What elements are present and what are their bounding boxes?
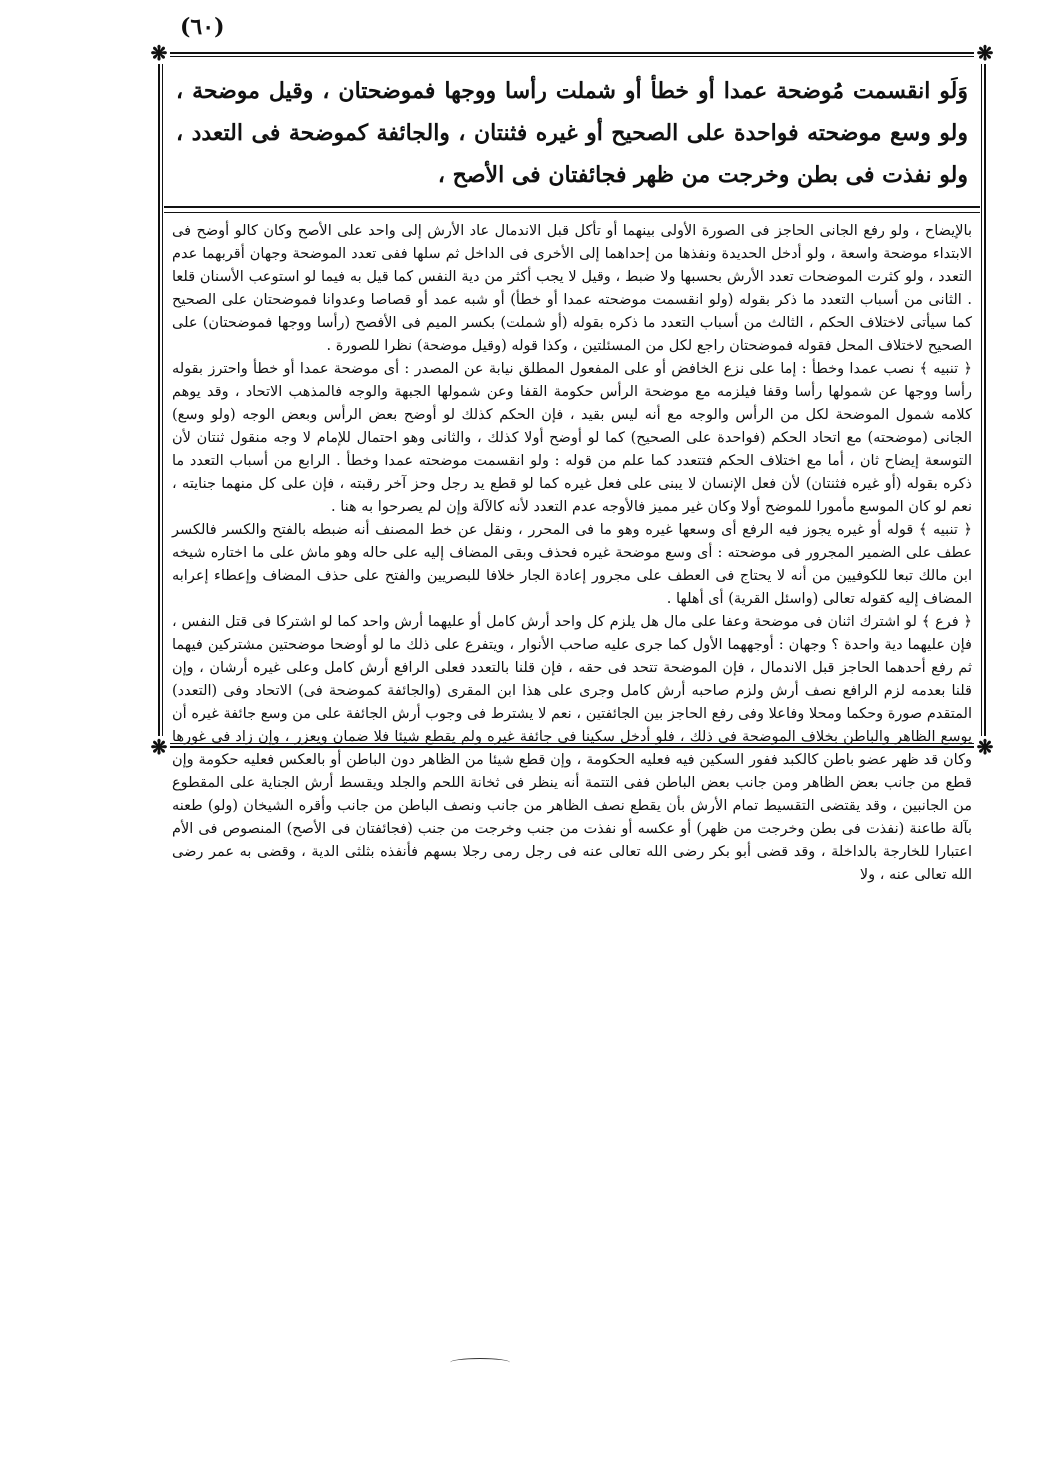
ornament-icon: ❋ — [974, 736, 996, 758]
main-text: وَلَو انقسمت مُوضحة عمدا أو خطأ أو شملت رأسا ووجها فموضحتان ، وقيل موضحة ، ولو وسع موضحته فواحدة على الصحيح أو غيره فثنتان ، والجائفة كموضحة فى التعدد ، ولو نفذت فى بطن وخرجت من ظهر فجائفتان فى الأصح ، — [176, 78, 968, 188]
page-frame — [150, 41, 994, 883]
divider — [164, 206, 980, 208]
commentary-paragraph: بالإيضاح ، ولو رفع الجانى الحاجز فى الصورة الأولى بينهما أو تأكل قبل الاندمال عاد الأرش إلى واحد على الأصح وكان كالو أوضح فى الابتداء موضحة واسعة ، ولو أدخل الحديدة ونفذها من إحداهما إلى الأخرى فى الداخل ثم سلها ففى تعدد الموضحة وجهان أقربهما عدم التعدد ، ولو كثرت الموضحات تعدد الأرش بحسبها ولا ضبط ، وقيل لا يجب أكثر من دية النفس كما قيل به فيما لو استوعب الأسنان قلعا . الثانى من أسباب التعدد ما ذكر بقوله (ولو انقسمت موضحته عمدا أو خطأ) أو شبه عمد أو قصاصا وعدوانا فموضحتان على الصحيح كما سيأتى لاختلاف الحكم ، الثالث من أسباب التعدد ما ذكره بقوله (أو شملت) بكسر الميم فى الأفصح (رأسا ووجها فموضحتان) على الصحيح لاختلاف المحل فقوله فموضحتان راجع لكل من المسئلتين ، وكذا قوله (وقيل موضحة) نظرا للصورة . — [172, 223, 972, 354]
ornament-icon: ❋ — [148, 42, 170, 64]
ornament-icon: ❋ — [148, 736, 170, 758]
commentary-text — [172, 220, 972, 883]
ornament-icon: ❋ — [974, 42, 996, 64]
divider — [164, 212, 980, 213]
commentary-paragraph: ﴿ تنبيه ﴾ قوله أو غيره يجوز فيه الرفع أى وسعها غيره وهو ما فى المحرر ، ونقل عن خط المصنف أنه ضبطه بالفتح والكسر فالكسر عطف على الضمير المجرور فى موضحته : أى وسع موضحة غيره فحذف وبقى المضاف إليه على حاله وهو ماش على ما اختاره شيخه ابن مالك تبعا للكوفيين من أنه لا يحتاج فى العطف على مجرور إعادة الجار خلافا للبصريين والفتح على حذف المضاف وإعطاء إعرابه المضاف إليه كقوله تعالى (واسئل القرية) أى أهلها . — [172, 522, 972, 607]
commentary-paragraph: ﴿ فرع ﴾ لو اشترك اثنان فى موضحة وعفا على مال هل يلزم كل واحد أرش كامل أو عليهما أرش واحد كما لو اشتركا فى قتل النفس ، فإن عليهما دية واحدة ؟ وجهان : أوجههما الأول كما جرى عليه صاحب الأنوار ، ويتفرع على ذلك ما لو أوضحا موضحتين مشتركين فيهما ثم رفع أحدهما الحاجز قبل الاندمال ، فإن الموضحة تتحد فى حقه ، فإن قلنا بالتعدد فعلى الرافع أرش كامل وعلى غيره أرشان ، وإن قلنا بعدمه لزم الرافع نصف أرش ولزم صاحبه أرش كامل وجرى على هذا ابن المقرى (والجائفة كموضحة فى) الاتحاد وفى (التعدد) المتقدم صورة وحكما ومحلا وفاعلا وفى رفع الحاجز بين الجائفتين ، نعم لا يشترط فى وجوب أرش الجائفة على من وسع جائفة غيره أن يوسع الظاهر والباطن بخلاف الموضحة فى ذلك ، فلو أدخل سكينا فى جائفة غيره ولم يقطع شيئا فلا ضمان ويعزر ، وإن زاد فى غورها وكان قد ظهر عضو باطن كالكبد ففور السكين فيه فعليه الحكومة ، وإن قطع شيئا من الظاهر دون الباطن أو بالعكس فعليه حكومة وإن قطع من جانب بعض الظاهر ومن جانب بعض الباطن ففى التتمة أنه ينظر فى ثخانة اللحم والجلد ويقسط أرش الجناية على المقطوع من الجانبين ، وقد يقتضى التقسيط تمام الأرش بأن يقطع نصف الظاهر من جانب ونصف الباطن من جانب وأقره الشيخان (ولو) طعنه بآلة طاعنة (نفذت فى بطن وخرجت من ظهر) أو عكسه أو نفذت من جنب وخرجت من جنب (فجائفتان فى الأصح) المنصوص فى الأم اعتبارا للخارجة بالداخلة ، وقد قضى أبو بكر رضى الله تعالى عنه فى رجل رمى رجلا بسهم فأنفذه بثلثى الدية ، وقضى به عمر رضى الله تعالى عنه ، ولا — [172, 614, 972, 883]
commentary-paragraph: ﴿ تنبيه ﴾ نصب عمدا وخطأ : إما على نزع الخافض أو على المفعول المطلق نيابة عن المصدر : أى موضحة عمدا أو خطأ واحترز بقوله رأسا ووجها عن شمولها رأسا وقفا فيلزمه مع موضحة الرأس حكومة القفا وعن شمولها الجبهة والوجه فالمذهب الاتحاد ، وقد يوهم كلامه شمول الموضحة لكل من الرأس والوجه مع أنه ليس بقيد ، فإن الحكم كذلك لو أوضح بعض الرأس وبعض الوجه (ولو وسع) الجانى (موضحته) مع اتحاد الحكم (فواحدة على الصحيح) كما لو أوضح أولا كذلك ، والثانى وهو احتمال للإمام لا وجه منقول ثنتان لأن التوسعة إيضاح ثان ، أما مع اختلاف الحكم فتتعدد كما علم من قوله : ولو انقسمت موضحته عمدا وخطأ . الرابع من أسباب التعدد ما ذكره بقوله (أو غيره فثنتان) لأن فعل الإنسان لا يبنى على فعل غيره كما لو قطع يد رجل وحز آخر رقبته ، فإن على كل منهما جنايته ، نعم لو كان الموسع مأمورا للموضح أولا وكان غير مميز فالأوجه عدم التعدد لأنه كالآلة وإن لم يصرحوا به هنا . — [172, 361, 972, 515]
scan-mark — [450, 1358, 510, 1367]
page-number: (٦٠) — [180, 14, 225, 40]
